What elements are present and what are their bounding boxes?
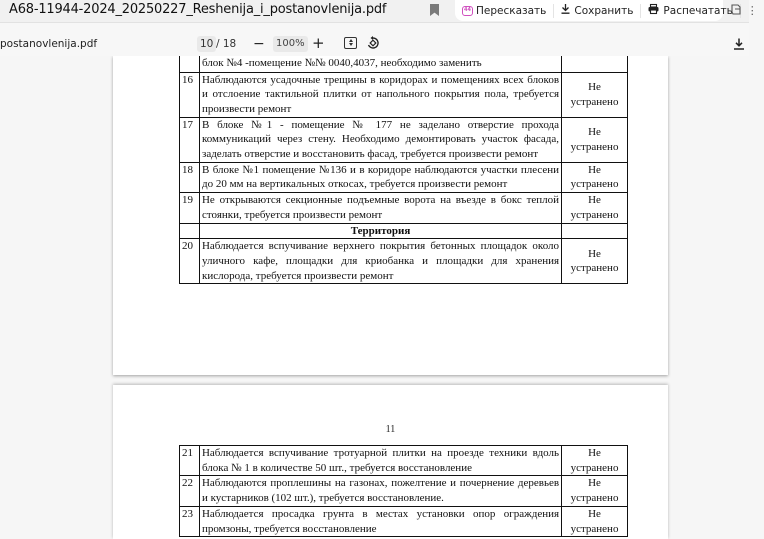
extension-icon[interactable]	[729, 3, 743, 17]
row-number: 17	[180, 117, 200, 162]
bookmark-icon[interactable]	[430, 4, 439, 16]
table-row	[180, 162, 628, 192]
row-number	[180, 56, 200, 72]
pdf-page-11	[113, 385, 668, 539]
row-description: В блоке №1 - помещение № 177 не заделано отверстие прохода коммуникаций через стену. Необходимо демонтировать участок фасада, заделать отверстие и восстановить фасад, требуется произвести ремонт	[199, 117, 561, 162]
browser-actions	[455, 0, 758, 21]
row-status: Не устранено	[562, 506, 628, 536]
row-status: Не устранено	[562, 72, 628, 117]
print-label: Распечатать	[663, 4, 733, 17]
defects-table	[179, 56, 628, 284]
zoom-out-button[interactable]: −	[253, 36, 265, 52]
defects-table	[179, 445, 628, 537]
row-description: Наблюдается вспучивание верхнего покрытия бетонных площадок около уличного кафе, площадки для криобанка и площадки для хранения кислорода, требуется произвести ремонт	[199, 239, 561, 284]
rotate-icon[interactable]	[366, 36, 380, 50]
row-number: 16	[180, 72, 200, 117]
table-row	[180, 239, 628, 284]
row-description: Наблюдаются усадочные трещины в коридорах и помещениях всех блоков и отслоение тактильной плитки от напольного покрытия пола, требуется произвести ремонт	[199, 72, 561, 117]
table-row	[180, 117, 628, 162]
pdf-filename: postanovlenija.pdf	[0, 38, 98, 50]
retell-icon: 44	[462, 6, 473, 16]
row-status: Не устранено	[562, 476, 628, 506]
browser-top-bar	[0, 0, 758, 22]
total-pages: / 18	[216, 38, 237, 50]
zoom-in-button[interactable]: +	[312, 34, 325, 52]
pdf-viewer[interactable]	[0, 56, 749, 539]
row-description: Не открываются секционные подъемные ворота на въезде в бокс теплой стоянки, требуется произвести ремонт	[199, 193, 561, 223]
row-number: 19	[180, 193, 200, 223]
row-number: 20	[180, 239, 200, 284]
row-description: блок №4 -помещение №№ 0040,4037, необходимо заменить	[199, 56, 561, 72]
pdf-page-10	[113, 56, 668, 375]
row-status: Не устранено	[562, 446, 628, 476]
row-status: Не устранено	[562, 162, 628, 192]
table-row	[180, 446, 628, 476]
section-number-cell	[180, 223, 200, 239]
more-options-icon[interactable]: ⋮	[746, 4, 758, 17]
document-title: A68-11944-2024_20250227_Reshenija_i_postanovlenija.pdf	[9, 2, 387, 17]
row-description: Наблюдаются проплешины на газонах, пожелтение и почернение деревьев и кустарников (102 шт.), требуется восстановление.	[199, 476, 561, 506]
retell-label: Пересказать	[476, 4, 547, 17]
row-description: В блоке №1 помещение №136 и в коридоре наблюдаются участки плесени до 20 мм на вертикальных откосах, требуется произвести ремонт	[199, 162, 561, 192]
current-page-input[interactable]: 10	[197, 36, 216, 52]
retell-button[interactable]	[455, 4, 554, 18]
fit-to-page-icon[interactable]	[344, 37, 357, 49]
table-row	[180, 476, 628, 506]
row-status: Не устранено	[562, 193, 628, 223]
row-status: Не устранено	[562, 239, 628, 284]
row-number: 22	[180, 476, 200, 506]
row-description: Наблюдается просадка грунта в местах установки опор ограждения промзоны, требуется восстановление	[199, 506, 561, 536]
print-icon	[648, 4, 659, 17]
page-number: 11	[385, 424, 396, 435]
table-row	[180, 193, 628, 223]
row-number: 23	[180, 506, 200, 536]
row-number: 21	[180, 446, 200, 476]
download-icon	[561, 4, 570, 17]
row-number: 18	[180, 162, 200, 192]
print-button[interactable]	[641, 4, 740, 18]
row-description: Наблюдается вспучивание тротуарной плитки на проезде техники вдоль блока № 1 в количестве 50 шт., требуется восстановление	[199, 446, 561, 476]
section-row	[180, 223, 628, 239]
pdf-toolbar	[0, 22, 749, 56]
zoom-level[interactable]: 100%	[273, 36, 308, 52]
save-button[interactable]	[554, 4, 641, 18]
table-row	[180, 506, 628, 536]
row-status: Не устранено	[562, 117, 628, 162]
table-row	[180, 56, 628, 72]
section-status-cell	[562, 223, 628, 239]
row-status	[562, 56, 628, 72]
save-label: Сохранить	[574, 4, 634, 17]
section-title: Территория	[199, 223, 561, 239]
table-row	[180, 72, 628, 117]
pdf-download-icon[interactable]	[733, 38, 745, 50]
